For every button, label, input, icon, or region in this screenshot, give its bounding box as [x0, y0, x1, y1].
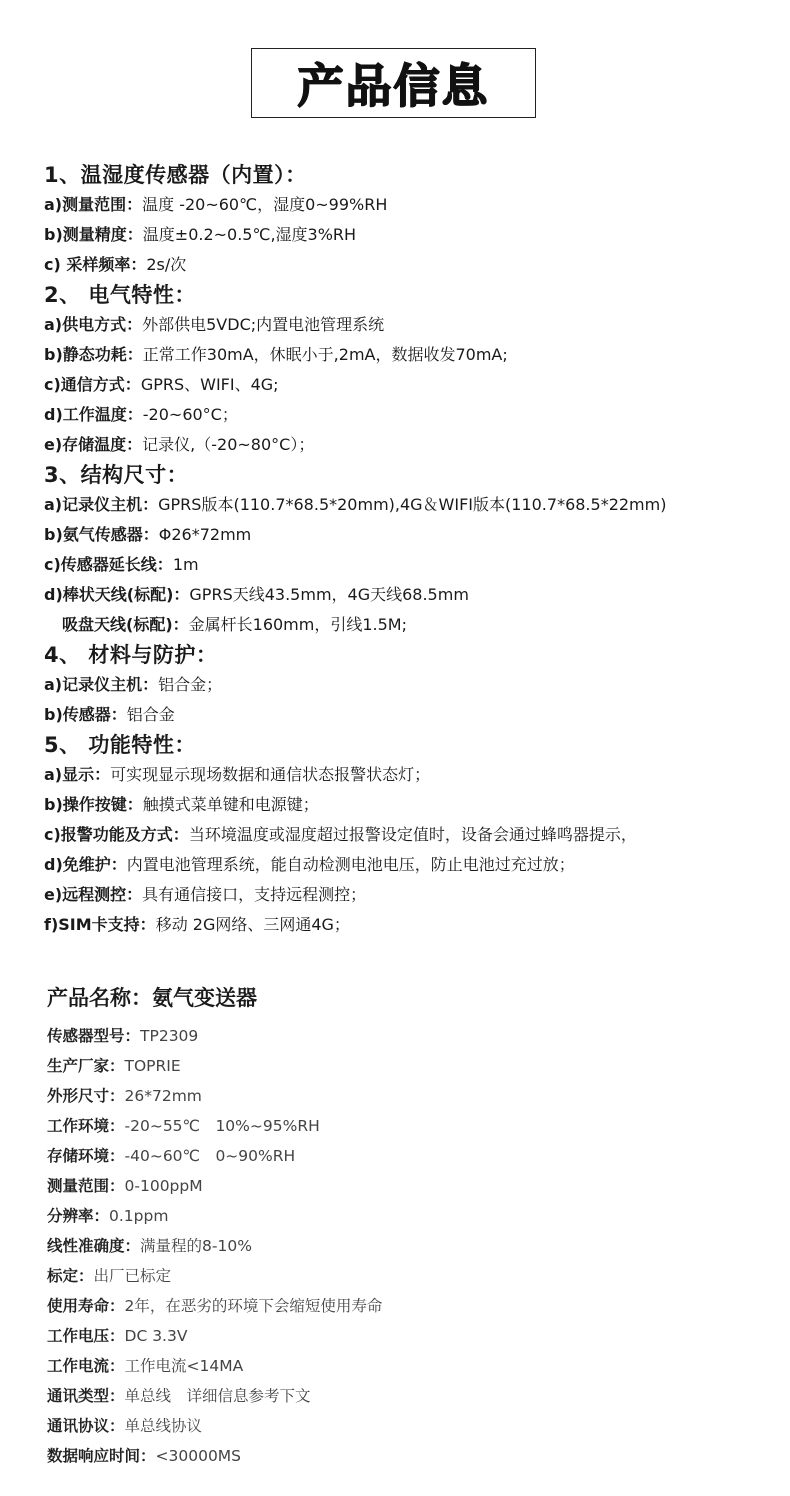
- product-row: [47, 1351, 767, 1381]
- product-row: [47, 1081, 767, 1111]
- product-row: [47, 1441, 767, 1471]
- spec-value: -20~60°C；: [142, 405, 238, 424]
- section-heading: 2、 电气特性：: [44, 283, 196, 307]
- section-heading: 1、温湿度传感器（内置）：: [44, 163, 307, 187]
- spec-value: 外部供电5VDC;内置电池管理系统: [142, 315, 385, 334]
- spec-key: e)远程测控：: [44, 885, 143, 904]
- product-key: 数据响应时间：: [47, 1447, 156, 1465]
- spec-key: c) 采样频率：: [44, 255, 147, 274]
- spec-row: [44, 550, 764, 580]
- spec-row: [44, 250, 764, 280]
- product-key: 生产厂家：: [47, 1057, 125, 1075]
- product-value: 0-100ppM: [124, 1177, 203, 1195]
- spec-key: a)记录仪主机：: [44, 495, 159, 514]
- section-heading: 5、 功能特性：: [44, 733, 196, 757]
- spec-value: 1m: [172, 555, 199, 574]
- product-key: 工作电流：: [47, 1357, 125, 1375]
- product-row: [47, 1201, 767, 1231]
- product-value: 满量程的8-10%: [140, 1237, 252, 1255]
- product-row: [47, 1171, 767, 1201]
- spec-value: GPRS、WIFI、4G;: [140, 375, 279, 394]
- spec-key: d)免维护：: [44, 855, 127, 874]
- page-title-box: [251, 48, 536, 118]
- spec-key: e)存储温度：: [44, 435, 143, 454]
- product-key: 存储环境：: [47, 1147, 125, 1165]
- product-row: [47, 1261, 767, 1291]
- spec-value: 金属杆长160mm，引线1.5M;: [188, 615, 407, 634]
- spec-value: 内置电池管理系统，能自动检测电池电压，防止电池过充过放；: [126, 855, 575, 874]
- spec-value: 记录仪,（-20~80°C）；: [142, 435, 315, 454]
- spec-value: 当环境温度或湿度超过报警设定值时，设备会通过蜂鸣器提示，: [188, 825, 637, 844]
- spec-key: b)静态功耗：: [44, 345, 143, 364]
- product-key: 外形尺寸：: [47, 1087, 125, 1105]
- product-row: [47, 1231, 767, 1261]
- spec-key: d)棒状天线(标配)：: [44, 585, 190, 604]
- spec-row: [44, 850, 764, 880]
- product-key: 通讯类型：: [47, 1387, 125, 1405]
- product-value: 0.1ppm: [109, 1207, 169, 1225]
- spec-row: [44, 700, 764, 730]
- spec-value: GPRS版本(110.7*68.5*20mm),4G＆WIFI版本(110.7*68.5*22mm): [158, 495, 667, 514]
- spec-value: 正常工作30mA，休眠小于,2mA，数据收发70mA;: [142, 345, 508, 364]
- spec-value: 具有通信接口，支持远程测控；: [142, 885, 367, 904]
- spec-key: c)通信方式：: [44, 375, 141, 394]
- product-key: 标定：: [47, 1267, 94, 1285]
- spec-row: [44, 430, 764, 460]
- section-heading: 4、 材料与防护：: [44, 643, 218, 667]
- spec-list: [44, 160, 764, 940]
- spec-row: [44, 190, 764, 220]
- spec-key: a)记录仪主机：: [44, 675, 159, 694]
- product-value: -20~55℃ 10%~95%RH: [124, 1117, 320, 1135]
- spec-value: 触摸式菜单键和电源键；: [142, 795, 319, 814]
- page-title: 产品信息: [298, 50, 490, 116]
- spec-key: a)供电方式：: [44, 315, 143, 334]
- spec-row: [44, 670, 764, 700]
- spec-row: [44, 370, 764, 400]
- product-value: -40~60℃ 0~90%RH: [124, 1147, 296, 1165]
- spec-key: b)测量精度：: [44, 225, 143, 244]
- product-value: 工作电流<14MA: [124, 1357, 244, 1375]
- spec-row: [44, 820, 764, 850]
- product-key: 工作电压：: [47, 1327, 125, 1345]
- spec-value: 移动 2G网络、三网通4G；: [155, 915, 350, 934]
- spec-key: b)操作按键：: [44, 795, 143, 814]
- spec-key: a)测量范围：: [44, 195, 143, 214]
- spec-value: 铝合金；: [158, 675, 223, 694]
- spec-row: [44, 400, 764, 430]
- spec-value: 温度±0.2~0.5℃,湿度3%RH: [142, 225, 357, 244]
- product-key: 使用寿命：: [47, 1297, 125, 1315]
- spec-row: [44, 580, 764, 610]
- product-key: 分辨率：: [47, 1207, 110, 1225]
- spec-value: 可实现显示现场数据和通信状态报警状态灯；: [110, 765, 431, 784]
- product-value: 出厂已标定: [93, 1267, 172, 1285]
- spec-row: [44, 880, 764, 910]
- product-value: 26*72mm: [124, 1087, 202, 1105]
- product-row: [47, 1021, 767, 1051]
- spec-value: 铝合金: [126, 705, 175, 724]
- product-key: 传感器型号：: [47, 1027, 141, 1045]
- spec-key: f)SIM卡支持：: [44, 915, 156, 934]
- product-key: 线性准确度：: [47, 1237, 141, 1255]
- spec-value: 2s/次: [146, 255, 187, 274]
- spec-key: b)传感器：: [44, 705, 127, 724]
- product-value: <30000MS: [155, 1447, 242, 1465]
- spec-value: Φ26*72mm: [158, 525, 252, 544]
- spec-key: d)工作温度：: [44, 405, 143, 424]
- spec-row: [44, 220, 764, 250]
- product-row: [47, 1051, 767, 1081]
- product-row: [47, 1291, 767, 1321]
- spec-row: [44, 520, 764, 550]
- product-value: 2年，在恶劣的环境下会缩短使用寿命: [124, 1297, 383, 1315]
- section-heading: 3、结构尺寸：: [44, 463, 189, 487]
- product-value: TOPRIE: [124, 1057, 181, 1075]
- product-value: TP2309: [140, 1027, 199, 1045]
- spec-key: b)氨气传感器：: [44, 525, 159, 544]
- product-title: 产品名称：氨气变送器: [47, 986, 257, 1010]
- product-value: 单总线协议: [124, 1417, 203, 1435]
- spec-row: [44, 310, 764, 340]
- spec-value: GPRS天线43.5mm，4G天线68.5mm: [189, 585, 469, 604]
- spec-row: [44, 610, 764, 640]
- spec-key: a)显示：: [44, 765, 111, 784]
- product-row: [47, 1381, 767, 1411]
- spec-key: c)传感器延长线：: [44, 555, 173, 574]
- product-key: 工作环境：: [47, 1117, 125, 1135]
- product-info-list: [47, 1021, 767, 1471]
- product-row: [47, 1321, 767, 1351]
- product-row: [47, 1141, 767, 1171]
- spec-key: c)报警功能及方式：: [44, 825, 189, 844]
- product-row: [47, 1111, 767, 1141]
- product-key: 测量范围：: [47, 1177, 125, 1195]
- product-key: 通讯协议：: [47, 1417, 125, 1435]
- product-value: DC 3.3V: [124, 1327, 188, 1345]
- product-row: [47, 1411, 767, 1441]
- spec-row: [44, 760, 764, 790]
- spec-key: 吸盘天线(标配)：: [62, 615, 189, 634]
- product-value: 单总线 详细信息参考下文: [124, 1387, 311, 1405]
- spec-row: [44, 490, 764, 520]
- spec-row: [44, 340, 764, 370]
- spec-row: [44, 910, 764, 940]
- spec-row: [44, 790, 764, 820]
- spec-value: 温度 -20~60℃，湿度0~99%RH: [142, 195, 388, 214]
